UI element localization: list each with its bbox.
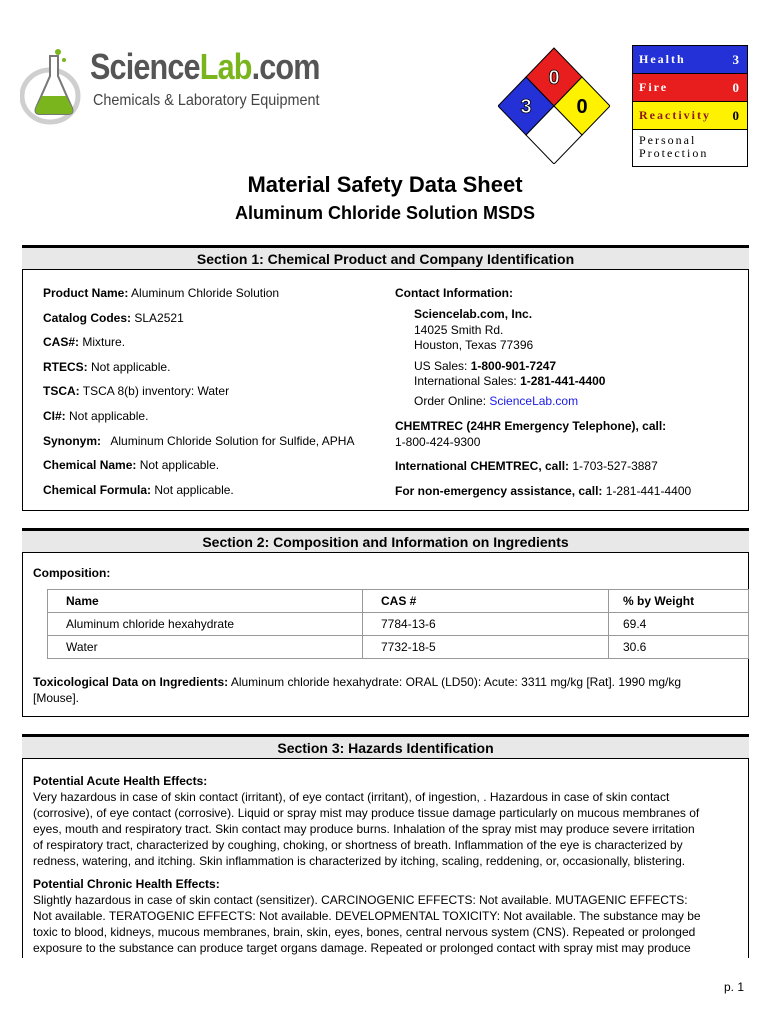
- fire-rating: Fire 0: [633, 74, 747, 102]
- document-title: Material Safety Data Sheet: [247, 172, 523, 197]
- chemical-name: Chemical Name: Not applicable.: [43, 458, 220, 472]
- table-cell: 7732-18-5: [363, 636, 609, 659]
- chemtrec-label: CHEMTREC (24HR Emergency Telephone), call:: [395, 419, 667, 433]
- nfpa-health-value: 3: [520, 96, 532, 118]
- nfpa-fire-value: 0: [548, 67, 560, 89]
- table-row: [48, 613, 749, 636]
- document-subtitle: Aluminum Chloride Solution MSDS: [235, 203, 535, 223]
- table-cell: Aluminum chloride hexahydrate: [48, 613, 363, 636]
- catalog-codes: Catalog Codes: SLA2521: [43, 311, 184, 325]
- chronic-health-effects: Potential Chronic Health Effects: Slightly hazardous in case of skin contact (sensitizer). CARCINOGENIC EFFECTS: Not available. MUTAGENIC EFFECTS: Not available. TERATOGENIC EFFECTS: Not available. DEVELOPMENTAL TOXICITY: Not available. The substance may be toxic to blood, kidneys, mucous membranes, brain, skin, eyes, bones, central nervous system (CNS). Repeated or prolonged exposure to the substance can produce target organs damage. Repeated or prolonged contact with spray mist may produce: [33, 877, 701, 955]
- column-header-weight: % by Weight: [609, 590, 749, 613]
- chemical-formula: Chemical Formula: Not applicable.: [43, 483, 234, 497]
- column-header-cas: CAS #: [363, 590, 609, 613]
- hazard-rating-table: [632, 45, 748, 167]
- contact-information-label: Contact Information:: [395, 286, 513, 300]
- chemtrec-phone: 1-800-424-9300: [395, 435, 481, 449]
- international-chemtrec: International CHEMTREC, call: 1-703-527-3887: [395, 459, 658, 473]
- table-cell: 69.4: [609, 613, 749, 636]
- tsca: TSCA: TSCA 8(b) inventory: Water: [43, 384, 230, 398]
- composition-label: Composition:: [33, 566, 111, 580]
- personal-protection-rating: Personal Protection: [633, 130, 747, 166]
- ci-number: CI#: Not applicable.: [43, 409, 149, 423]
- cas-number: CAS#: Mixture.: [43, 335, 126, 349]
- section-1-heading: Section 1: Chemical Product and Company Identification: [22, 245, 749, 270]
- table-cell: 30.6: [609, 636, 749, 659]
- nfpa-diamond-icon: [498, 46, 610, 164]
- nfpa-reactivity-value: 0: [576, 96, 588, 118]
- address-line-1: 14025 Smith Rd.: [414, 323, 504, 337]
- logo-wordmark: ScienceLab.com: [90, 46, 320, 87]
- logo-tagline: Chemicals & Laboratory Equipment: [93, 92, 320, 109]
- synonym: Synonym: Aluminum Chloride Solution for Sulfide, APHA: [43, 434, 355, 448]
- company-name: Sciencelab.com, Inc.: [414, 307, 533, 321]
- section-2-heading: Section 2: Composition and Information on Ingredients: [22, 528, 749, 553]
- us-sales: US Sales: 1-800-901-7247: [414, 359, 557, 373]
- table-row: [48, 636, 749, 659]
- address-line-2: Houston, Texas 77396: [414, 338, 534, 352]
- sciencelab-logo: [20, 46, 320, 126]
- table-cell: Water: [48, 636, 363, 659]
- table-header-row: [48, 590, 749, 613]
- non-emergency-assistance: For non-emergency assistance, call: 1-281-441-4400: [395, 484, 692, 498]
- order-online: Order Online: ScienceLab.com: [414, 394, 579, 408]
- section-3-heading: Section 3: Hazards Identification: [22, 734, 749, 759]
- column-header-name: Name: [48, 590, 363, 613]
- order-online-link[interactable]: ScienceLab.com: [489, 394, 579, 408]
- product-name: Product Name: Aluminum Chloride Solution: [43, 286, 280, 300]
- rtecs: RTECS: Not applicable.: [43, 360, 171, 374]
- acute-health-effects: Potential Acute Health Effects: Very hazardous in case of skin contact (irritant), of eye contact (irritant), of ingestion, . Hazardous in case of skin contact (corrosive), of eye contact (corrosive). Liquid or spray mist may produce tissue damage particularly on mucous membranes of eyes, mouth and respiratory tract. Skin contact may produce burns. Inhalation of the spray mist may produce severe irritation of respiratory tract, characterized by coughing, choking, or shortness of breath. Inflammation of the eye is characterized by redness, watering, and itching. Skin inflammation is characterized by itching, scaling, reddening, or, occasionally, blistering.: [33, 774, 700, 868]
- health-rating: Health 3: [633, 46, 747, 74]
- page-number: p. 1: [724, 980, 745, 994]
- table-cell: 7784-13-6: [363, 613, 609, 636]
- composition-table: [47, 589, 749, 659]
- flask-icon: [20, 46, 90, 126]
- toxicological-data: Toxicological Data on Ingredients: Aluminum chloride hexahydrate: ORAL (LD50): Acute: 3311 mg/kg [Rat]. 1990 mg/kg [Mouse].: [33, 675, 682, 705]
- international-sales: International Sales: 1-281-441-4400: [414, 374, 606, 388]
- reactivity-rating: Reactivity 0: [633, 102, 747, 130]
